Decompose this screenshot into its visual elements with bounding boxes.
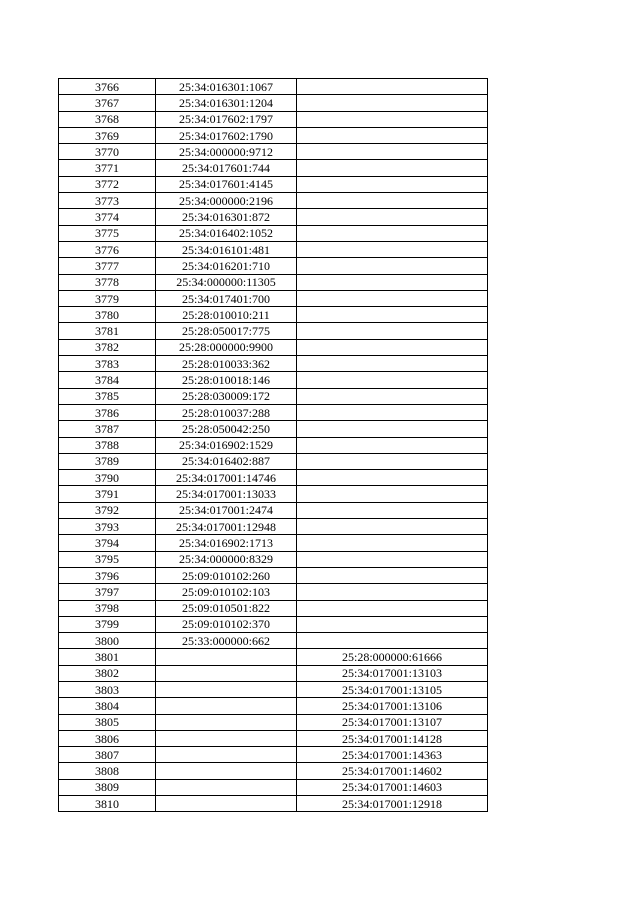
table-row [59, 779, 488, 795]
cadastral-number-alt-cell [297, 95, 488, 111]
row-number-cell: 3782 [59, 339, 156, 355]
cadastral-number-cell: 25:34:000000:2196 [156, 193, 297, 209]
cadastral-number-alt-cell [297, 225, 488, 241]
table-row [59, 372, 488, 388]
row-number-cell: 3791 [59, 486, 156, 502]
cadastral-number-alt-cell [297, 421, 488, 437]
cadastral-number-cell [156, 681, 297, 697]
row-number-cell: 3772 [59, 176, 156, 192]
row-number-cell: 3771 [59, 160, 156, 176]
table-body [59, 79, 488, 812]
row-number-cell: 3795 [59, 551, 156, 567]
row-number-cell: 3787 [59, 421, 156, 437]
row-number-cell: 3794 [59, 535, 156, 551]
cadastral-number-cell: 25:34:016902:1529 [156, 437, 297, 453]
row-number-cell: 3798 [59, 600, 156, 616]
cadastral-number-alt-cell [297, 127, 488, 143]
table-row [59, 535, 488, 551]
cadastral-number-cell: 25:28:030009:172 [156, 388, 297, 404]
cadastral-number-cell: 25:28:000000:9900 [156, 339, 297, 355]
row-number-cell: 3776 [59, 241, 156, 257]
cadastral-table [58, 78, 488, 812]
row-number-cell: 3783 [59, 356, 156, 372]
table-row [59, 323, 488, 339]
cadastral-number-alt-cell [297, 307, 488, 323]
cadastral-number-cell: 25:34:017401:700 [156, 290, 297, 306]
cadastral-number-cell: 25:09:010501:822 [156, 600, 297, 616]
row-number-cell: 3802 [59, 665, 156, 681]
cadastral-number-alt-cell: 25:34:017001:12918 [297, 796, 488, 812]
cadastral-number-alt-cell [297, 453, 488, 469]
row-number-cell: 3805 [59, 714, 156, 730]
row-number-cell: 3797 [59, 584, 156, 600]
table-row [59, 356, 488, 372]
table-row [59, 763, 488, 779]
table-row [59, 339, 488, 355]
cadastral-number-alt-cell [297, 388, 488, 404]
row-number-cell: 3781 [59, 323, 156, 339]
cadastral-number-cell [156, 747, 297, 763]
table-row [59, 600, 488, 616]
table-row [59, 160, 488, 176]
row-number-cell: 3789 [59, 453, 156, 469]
table-row [59, 486, 488, 502]
row-number-cell: 3793 [59, 519, 156, 535]
cadastral-number-alt-cell [297, 486, 488, 502]
table-row [59, 519, 488, 535]
cadastral-number-cell: 25:28:010018:146 [156, 372, 297, 388]
row-number-cell: 3799 [59, 616, 156, 632]
cadastral-number-cell: 25:34:000000:11305 [156, 274, 297, 290]
table-row [59, 698, 488, 714]
table-row [59, 665, 488, 681]
cadastral-number-alt-cell [297, 535, 488, 551]
cadastral-number-alt-cell: 25:34:017001:13106 [297, 698, 488, 714]
table-row [59, 144, 488, 160]
cadastral-number-alt-cell [297, 519, 488, 535]
table-row [59, 111, 488, 127]
cadastral-number-alt-cell [297, 323, 488, 339]
row-number-cell: 3806 [59, 730, 156, 746]
table-row [59, 95, 488, 111]
cadastral-number-alt-cell [297, 470, 488, 486]
row-number-cell: 3792 [59, 502, 156, 518]
table-row [59, 404, 488, 420]
table-row [59, 567, 488, 583]
cadastral-number-cell: 25:34:016301:872 [156, 209, 297, 225]
row-number-cell: 3809 [59, 779, 156, 795]
cadastral-number-alt-cell [297, 176, 488, 192]
cadastral-number-alt-cell: 25:34:017001:13103 [297, 665, 488, 681]
table-row [59, 193, 488, 209]
table-row [59, 747, 488, 763]
cadastral-number-alt-cell [297, 616, 488, 632]
cadastral-number-cell: 25:34:016201:710 [156, 258, 297, 274]
cadastral-number-cell: 25:28:010010:211 [156, 307, 297, 323]
cadastral-number-alt-cell [297, 551, 488, 567]
row-number-cell: 3770 [59, 144, 156, 160]
cadastral-number-alt-cell [297, 600, 488, 616]
cadastral-number-cell: 25:34:016402:887 [156, 453, 297, 469]
cadastral-number-alt-cell: 25:34:017001:14128 [297, 730, 488, 746]
cadastral-number-cell: 25:34:016301:1204 [156, 95, 297, 111]
cadastral-number-cell: 25:34:000000:9712 [156, 144, 297, 160]
cadastral-number-cell: 25:34:017601:744 [156, 160, 297, 176]
cadastral-number-cell [156, 763, 297, 779]
table-row [59, 79, 488, 95]
cadastral-number-cell [156, 730, 297, 746]
cadastral-number-alt-cell [297, 258, 488, 274]
row-number-cell: 3808 [59, 763, 156, 779]
table-row [59, 551, 488, 567]
cadastral-number-cell [156, 714, 297, 730]
cadastral-number-cell: 25:34:000000:8329 [156, 551, 297, 567]
cadastral-number-cell: 25:34:016301:1067 [156, 79, 297, 95]
cadastral-number-alt-cell [297, 372, 488, 388]
cadastral-number-cell [156, 698, 297, 714]
table-row [59, 241, 488, 257]
row-number-cell: 3775 [59, 225, 156, 241]
row-number-cell: 3785 [59, 388, 156, 404]
table-row [59, 633, 488, 649]
cadastral-number-alt-cell: 25:34:017001:14363 [297, 747, 488, 763]
cadastral-number-cell: 25:34:016402:1052 [156, 225, 297, 241]
cadastral-number-cell: 25:28:050042:250 [156, 421, 297, 437]
row-number-cell: 3777 [59, 258, 156, 274]
row-number-cell: 3773 [59, 193, 156, 209]
cadastral-number-alt-cell [297, 633, 488, 649]
cadastral-number-cell: 25:28:010037:288 [156, 404, 297, 420]
table-row [59, 730, 488, 746]
table-row [59, 127, 488, 143]
table-row [59, 453, 488, 469]
cadastral-number-alt-cell: 25:28:000000:61666 [297, 649, 488, 665]
cadastral-number-cell: 25:28:010033:362 [156, 356, 297, 372]
cadastral-number-alt-cell: 25:34:017001:14603 [297, 779, 488, 795]
row-number-cell: 3796 [59, 567, 156, 583]
cadastral-number-alt-cell [297, 274, 488, 290]
row-number-cell: 3767 [59, 95, 156, 111]
row-number-cell: 3769 [59, 127, 156, 143]
table-row [59, 616, 488, 632]
row-number-cell: 3768 [59, 111, 156, 127]
cadastral-number-cell: 25:09:010102:370 [156, 616, 297, 632]
cadastral-number-alt-cell: 25:34:017001:13105 [297, 681, 488, 697]
cadastral-number-alt-cell [297, 502, 488, 518]
cadastral-number-cell: 25:34:017601:4145 [156, 176, 297, 192]
table-row [59, 584, 488, 600]
row-number-cell: 3778 [59, 274, 156, 290]
row-number-cell: 3804 [59, 698, 156, 714]
row-number-cell: 3800 [59, 633, 156, 649]
table-row [59, 290, 488, 306]
table-row [59, 470, 488, 486]
table-row [59, 681, 488, 697]
table-row [59, 176, 488, 192]
cadastral-number-cell: 25:34:017602:1797 [156, 111, 297, 127]
cadastral-number-alt-cell [297, 584, 488, 600]
table-row [59, 274, 488, 290]
cadastral-number-cell [156, 665, 297, 681]
cadastral-number-alt-cell [297, 404, 488, 420]
row-number-cell: 3801 [59, 649, 156, 665]
row-number-cell: 3766 [59, 79, 156, 95]
table-row [59, 649, 488, 665]
row-number-cell: 3784 [59, 372, 156, 388]
cadastral-number-alt-cell: 25:34:017001:13107 [297, 714, 488, 730]
table-row [59, 502, 488, 518]
row-number-cell: 3780 [59, 307, 156, 323]
row-number-cell: 3803 [59, 681, 156, 697]
cadastral-number-alt-cell [297, 356, 488, 372]
table-row [59, 437, 488, 453]
row-number-cell: 3807 [59, 747, 156, 763]
table-row [59, 421, 488, 437]
cadastral-number-cell: 25:34:017001:14746 [156, 470, 297, 486]
cadastral-number-cell: 25:28:050017:775 [156, 323, 297, 339]
cadastral-number-cell: 25:34:016902:1713 [156, 535, 297, 551]
cadastral-number-alt-cell [297, 567, 488, 583]
cadastral-number-alt-cell [297, 339, 488, 355]
cadastral-number-cell: 25:34:017602:1790 [156, 127, 297, 143]
cadastral-number-alt-cell [297, 160, 488, 176]
cadastral-number-cell [156, 796, 297, 812]
cadastral-number-cell [156, 649, 297, 665]
cadastral-number-alt-cell [297, 111, 488, 127]
table-row [59, 307, 488, 323]
cadastral-number-alt-cell [297, 79, 488, 95]
row-number-cell: 3790 [59, 470, 156, 486]
cadastral-number-cell: 25:33:000000:662 [156, 633, 297, 649]
table-row [59, 714, 488, 730]
table-row [59, 258, 488, 274]
cadastral-number-alt-cell [297, 144, 488, 160]
cadastral-number-alt-cell [297, 437, 488, 453]
cadastral-number-cell: 25:34:017001:12948 [156, 519, 297, 535]
cadastral-number-alt-cell [297, 193, 488, 209]
cadastral-number-alt-cell [297, 290, 488, 306]
cadastral-number-cell: 25:09:010102:260 [156, 567, 297, 583]
cadastral-number-alt-cell [297, 241, 488, 257]
table-row [59, 209, 488, 225]
row-number-cell: 3810 [59, 796, 156, 812]
cadastral-number-cell [156, 779, 297, 795]
cadastral-number-cell: 25:34:016101:481 [156, 241, 297, 257]
cadastral-number-cell: 25:34:017001:13033 [156, 486, 297, 502]
row-number-cell: 3788 [59, 437, 156, 453]
row-number-cell: 3786 [59, 404, 156, 420]
table-row [59, 796, 488, 812]
row-number-cell: 3779 [59, 290, 156, 306]
cadastral-number-alt-cell [297, 209, 488, 225]
cadastral-number-cell: 25:09:010102:103 [156, 584, 297, 600]
table-row [59, 225, 488, 241]
cadastral-number-cell: 25:34:017001:2474 [156, 502, 297, 518]
table-row [59, 388, 488, 404]
row-number-cell: 3774 [59, 209, 156, 225]
cadastral-number-alt-cell: 25:34:017001:14602 [297, 763, 488, 779]
